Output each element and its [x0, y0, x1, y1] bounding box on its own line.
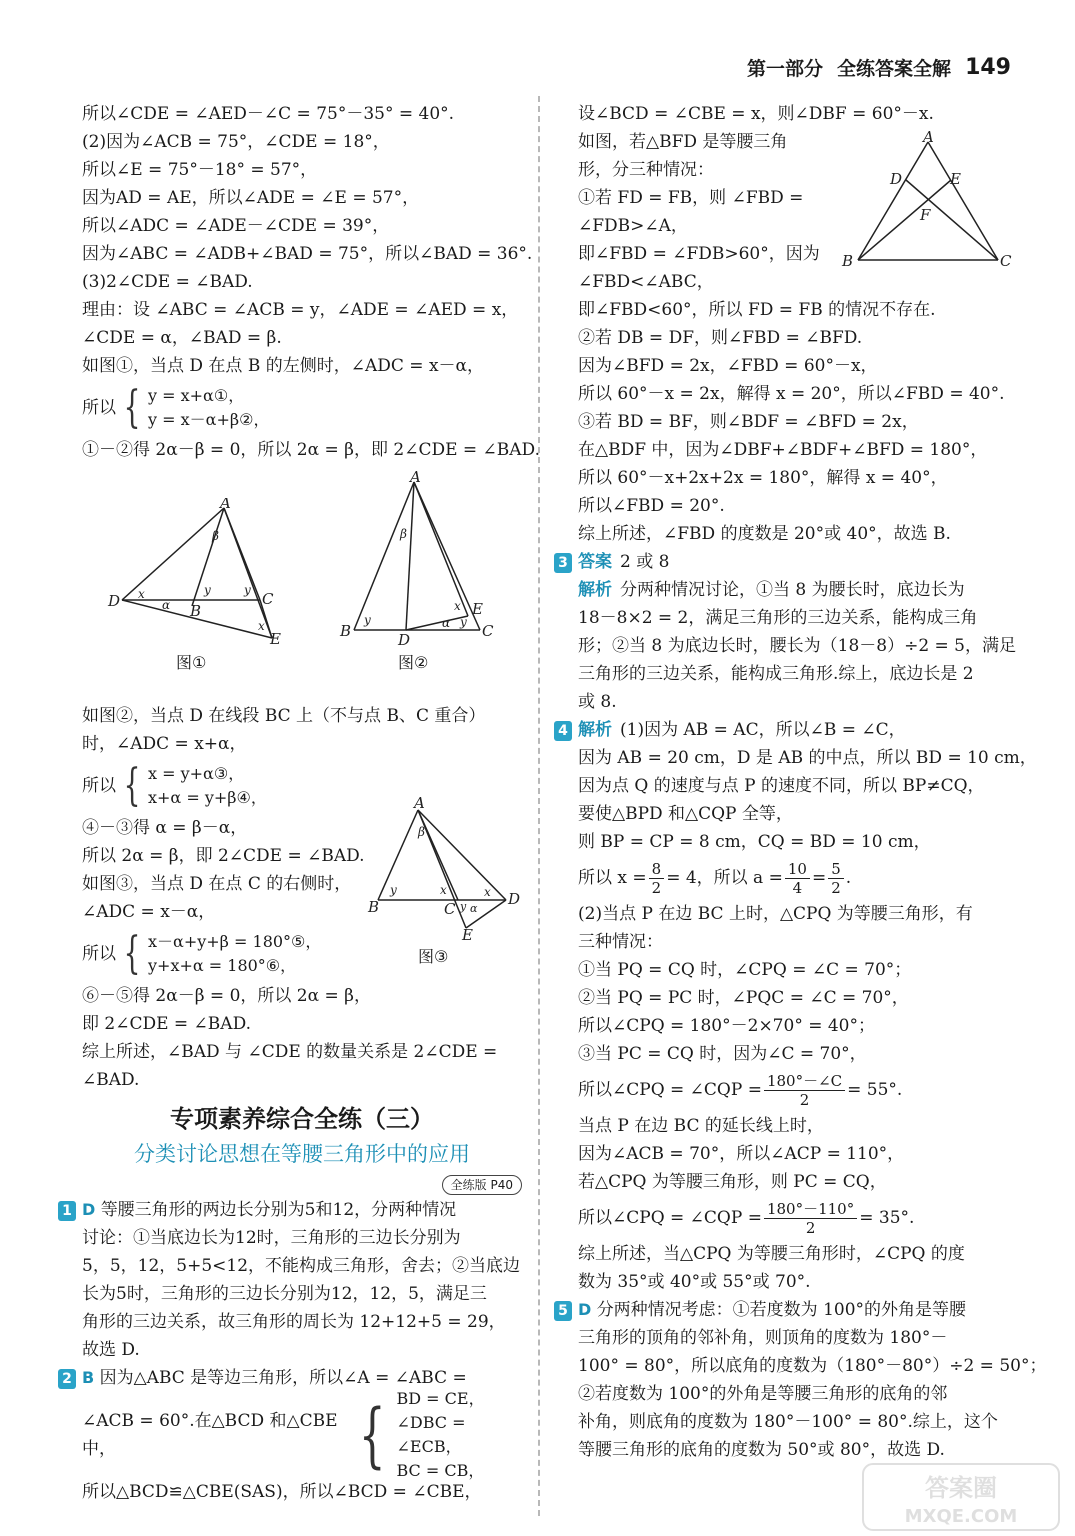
system-line: x+α = y+β④，: [148, 788, 267, 807]
text-line: 或 8.: [578, 692, 617, 712]
text-line: 因为AD = AE，所以∠ADE = ∠E = 57°，: [82, 188, 420, 208]
equation-system-q2: [82, 1389, 522, 1480]
svg-text:E: E: [270, 630, 281, 648]
text-line: (2)因为∠ACB = 75°，∠CDE = 18°，: [82, 132, 390, 152]
fraction-line: [578, 1196, 1018, 1240]
text-line: 所以 60°－x = 2x，解得 x = 20°，所以∠FBD = 40°.: [578, 384, 1005, 404]
question-number: 4: [554, 721, 572, 741]
text-line: 如图①，当点 D 在点 B 的左侧时，∠ADC = x－α，: [82, 356, 485, 376]
figure-2-label: 图②: [398, 653, 429, 672]
svg-text:y: y: [204, 583, 211, 597]
svg-text:x: x: [258, 619, 265, 633]
text-line: 如图③，当点 D 在点 C 的右侧时，: [82, 874, 352, 894]
figure-2: [334, 470, 504, 646]
text-line: 所以∠FBD = 20°.: [578, 496, 725, 516]
answer-badge: D: [82, 1200, 96, 1219]
page-header: [747, 52, 1011, 82]
svg-text:A: A: [220, 498, 231, 512]
numerator: 5: [828, 860, 844, 879]
text-line: 则 BP = CP = 8 cm，CQ = BD = 10 cm，: [578, 832, 931, 852]
question-number: 2: [58, 1369, 76, 1389]
text-line: 形；②当 8 为底边长时，腰长为（18－8）÷2 = 5，满足: [578, 636, 1016, 656]
text-line: (3)2∠CDE = ∠BAD.: [82, 272, 253, 292]
text-fragment: 所以∠CPQ = ∠CQP =: [578, 1080, 762, 1100]
text-line: (2)当点 P 在边 BC 上时，△CPQ 为等腰三角形，有: [578, 904, 973, 924]
numerator: 180°－110°: [764, 1200, 857, 1219]
text-line: 当点 P 在边 BC 的延长线上时，: [578, 1116, 824, 1136]
text-line: ②若 DB = DF，则∠FBD = ∠BFD.: [578, 328, 863, 348]
figure-1-label: 图①: [176, 653, 207, 672]
svg-text:y: y: [244, 583, 251, 597]
svg-text:C: C: [482, 622, 494, 640]
svg-text:C: C: [262, 590, 274, 608]
svg-text:y: y: [460, 900, 467, 913]
brace-icon: {: [123, 928, 141, 979]
text-fragment: = 55°.: [847, 1080, 903, 1100]
text-line: ②当 PQ = PC 时，∠PQC = ∠C = 70°，: [578, 988, 909, 1008]
text-line: 即∠FBD = ∠FDB>60°，因为: [578, 244, 820, 264]
system-line: x = y+α③，: [148, 764, 245, 783]
watermark-text-1: 答案圈: [925, 1474, 997, 1502]
system-prefix: 所以: [82, 398, 116, 418]
brace-icon: {: [358, 1394, 386, 1476]
triangle-figure: [838, 130, 1018, 276]
text-line: ∠FBD<∠ABC，: [578, 272, 714, 292]
denominator: 2: [805, 1218, 816, 1237]
system-prefix: ∠ACB = 60°.在△BCD 和△CBE 中，: [82, 1411, 338, 1459]
equation-system-1: [82, 382, 522, 434]
section-ref-badge: 全练版 P40: [442, 1175, 522, 1195]
text-fragment: 所以 x =: [578, 868, 647, 888]
text-line: 100° = 80°，所以底角的度数为（180°－80°）÷2 = 50°；: [578, 1356, 1047, 1376]
text-line: [578, 576, 1018, 604]
figure-3-label: 图③: [418, 947, 449, 966]
text-line: 设∠BCD = ∠CBE = x，则∠DBF = 60°－x.: [578, 104, 934, 124]
figure-1: [100, 498, 300, 648]
numerator: 10: [785, 860, 810, 879]
text-line: ∠BAD.: [82, 1070, 140, 1090]
svg-text:A: A: [923, 130, 934, 146]
denominator: 2: [799, 1090, 810, 1109]
text-line: 如图②，当点 D 在线段 BC 上（不与点 B、C 重合）: [82, 706, 486, 726]
text-line: 因为∠ACB = 70°，所以∠ACP = 110°，: [578, 1144, 905, 1164]
analysis-tag: 解析: [578, 580, 612, 600]
text-line: ∠FDB>∠A，: [578, 216, 688, 236]
svg-text:D: D: [108, 592, 121, 610]
question-5-line: [554, 1296, 1018, 1324]
fraction-line: [578, 856, 1018, 900]
svg-text:D: D: [890, 170, 903, 188]
fraction: [828, 860, 844, 897]
text-line: 若△CPQ 为等腰三角形，则 PC = CQ，: [578, 1172, 887, 1192]
text-line: 三角形的顶角的邻补角，则顶角的度数为 180°－: [578, 1328, 948, 1348]
svg-text:E: E: [472, 600, 483, 618]
answer-badge: D: [578, 1300, 592, 1319]
text-line: ③当 PC = CQ 时，因为∠C = 70°，: [578, 1044, 867, 1064]
system-prefix: 所以: [82, 944, 116, 964]
text-line: ④－③得 α = β－α，: [82, 818, 248, 838]
system-line: y = x－α+β②，: [148, 410, 270, 429]
text-line: 所以∠CDE = ∠AED－∠C = 75°－35° = 40°.: [82, 104, 455, 124]
svg-text:C: C: [444, 900, 456, 918]
text-line: ②若度数为 100°的外角是等腰三角形的底角的邻: [578, 1384, 948, 1404]
svg-text:E: E: [950, 170, 961, 188]
text-line: 因为 AB = 20 cm，D 是 AB 的中点，所以 BD = 10 cm，: [578, 748, 1037, 768]
text-line: 因为∠ABC = ∠ADB+∠BAD = 75°，所以∠BAD = 36°.: [82, 244, 533, 264]
text-line: ∠ADC = x－α，: [82, 902, 216, 922]
fraction-line: [578, 1068, 1018, 1112]
text-line: 三角形的三边关系，能构成三角形.综上，底边长是 2: [578, 664, 974, 684]
system-line: BD = CE，: [396, 1389, 485, 1408]
text-fragment: = 35°.: [859, 1208, 915, 1228]
answer-badge: B: [82, 1368, 95, 1387]
text-line: 数为 35°或 40°或 55°或 70°.: [578, 1272, 811, 1292]
text-line: 故选 D.: [82, 1340, 140, 1360]
text-line: ③若 BD = BF，则∠BDF = ∠BFD = 2x，: [578, 412, 919, 432]
fraction: [764, 1200, 857, 1237]
column-divider: [538, 96, 540, 1516]
svg-text:y: y: [390, 883, 397, 897]
system-line: x－α+y+β = 180°⑤，: [148, 932, 322, 951]
watermark-text-2: MXQE.COM: [904, 1506, 1018, 1527]
svg-text:α: α: [442, 616, 451, 630]
svg-text:x: x: [138, 587, 145, 601]
text-line: 长为5时，三角形的三边长分别为12，12，5，满足三: [82, 1284, 487, 1304]
question-number: 5: [554, 1301, 572, 1321]
svg-text:y: y: [460, 615, 467, 629]
text-line: 5，5，12，5+5<12，不能构成三角形，舍去；②当底边: [82, 1256, 521, 1276]
answer-value: 2 或 8: [620, 552, 670, 572]
text-line: 等腰三角形的底角的度数为 50°或 80°，故选 D.: [578, 1440, 945, 1460]
text-line: 时，∠ADC = x+α，: [82, 734, 247, 754]
figure-3: [366, 792, 526, 942]
svg-text:D: D: [398, 631, 411, 646]
brace-icon: {: [123, 382, 141, 433]
svg-text:F: F: [920, 206, 931, 224]
text-line: 在△BDF 中，因为∠DBF+∠BDF+∠BFD = 180°，: [578, 440, 988, 460]
fraction: [649, 860, 665, 897]
question-number: 1: [58, 1201, 76, 1221]
watermark-logo: [861, 1462, 1061, 1532]
denominator: 2: [831, 878, 841, 897]
text-line: 要使△BPD 和△CQP 全等，: [578, 804, 793, 824]
text-fragment: = 4，所以 a =: [666, 868, 783, 888]
text-line: 理由：设 ∠ABC = ∠ACB = y，∠ADE = ∠AED = x，: [82, 300, 519, 320]
system-line: y+x+α = 180°⑥，: [148, 956, 297, 975]
question-4-line: [554, 716, 1018, 744]
question-3-line: [554, 548, 1018, 576]
question-number: 3: [554, 553, 572, 573]
text-line: 所以△BCD≌△CBE(SAS)，所以∠BCD = ∠CBE，: [82, 1482, 482, 1502]
text-fragment: 所以∠CPQ = ∠CQP =: [578, 1208, 762, 1228]
svg-text:x: x: [454, 599, 461, 613]
text-line: 讨论：①当底边长为12时，三角形的三边长分别为: [82, 1228, 461, 1248]
svg-text:x: x: [484, 885, 491, 899]
text-line: ①－②得 2α－β = 0，所以 2α = β，即 2∠CDE = ∠BAD.: [82, 440, 540, 460]
text-fragment: .: [845, 868, 852, 888]
text-line: 所以∠E = 75°－18° = 57°，: [82, 160, 318, 180]
numerator: 8: [649, 860, 665, 879]
text-line: 角形的三边关系，故三角形的周长为 12+12+5 = 29，: [82, 1312, 506, 1332]
text-line: 补角，则底角的度数为 180°－100° = 80°.综上，这个: [578, 1412, 998, 1432]
svg-text:B: B: [368, 898, 380, 916]
text-line: 所以∠ADC = ∠ADE－∠CDE = 39°，: [82, 216, 390, 236]
text-line: 分两种情况讨论，①当 8 为腰长时，底边长为: [620, 580, 965, 600]
svg-text:A: A: [410, 470, 421, 486]
text-line: 即 2∠CDE = ∠BAD.: [82, 1014, 252, 1034]
denominator: 2: [651, 878, 662, 897]
svg-text:α: α: [470, 902, 478, 915]
text-line: ⑥－⑤得 2α－β = 0，所以 2α = β，: [82, 986, 371, 1006]
system-line: y = x+α①，: [148, 386, 245, 405]
svg-text:D: D: [508, 890, 521, 908]
analysis-tag: 解析: [578, 720, 612, 740]
svg-text:β: β: [418, 825, 425, 839]
text-line: 等腰三角形的两边长分别为5和12，分两种情况: [100, 1200, 457, 1220]
svg-text:y: y: [364, 613, 371, 627]
svg-text:B: B: [190, 602, 202, 620]
text-line: 因为△ABC 是等边三角形，所以∠A = ∠ABC =: [99, 1368, 467, 1388]
text-line: 所以 60°－x+2x+2x = 180°，解得 x = 40°，: [578, 468, 948, 488]
text-line: 综上所述，∠BAD 与 ∠CDE 的数量关系是 2∠CDE =: [82, 1042, 498, 1062]
numerator: 180°－∠C: [764, 1072, 845, 1091]
text-line: 综上所述，当△CPQ 为等腰三角形时，∠CPQ 的度: [578, 1244, 965, 1264]
text-line: 如图，若△BFD 是等腰三角: [578, 132, 788, 152]
text-line: ①当 PQ = CQ 时，∠CPQ = ∠C = 70°；: [578, 960, 912, 980]
text-line: 因为∠BFD = 2x，∠FBD = 60°－x，: [578, 356, 878, 376]
text-line: 三种情况：: [578, 932, 663, 952]
right-column: [558, 100, 1047, 1464]
system-line: ∠DBC = ∠ECB，: [396, 1413, 466, 1456]
section-subtitle: 分类讨论思想在等腰三角形中的应用: [134, 1142, 470, 1166]
text-line: ①若 FD = FB，则 ∠FBD =: [578, 188, 804, 208]
section-title: 专项素养综合全练（三）: [170, 1105, 434, 1133]
text-line: 形，分三种情况：: [578, 160, 714, 180]
text-line: 综上所述，∠FBD 的度数是 20°或 40°，故选 B.: [578, 524, 951, 544]
denominator: 4: [792, 878, 803, 897]
text-line: 18－8×2 = 2，满足三角形的三边关系，能构成三角: [578, 608, 978, 628]
text-line: 因为点 Q 的速度与点 P 的速度不同，所以 BP≠CQ，: [578, 776, 985, 796]
fraction: [764, 1072, 845, 1109]
system-line: BC = CB，: [396, 1461, 485, 1480]
text-line: 所以∠CPQ = 180°－2×70° = 40°；: [578, 1016, 876, 1036]
svg-text:E: E: [462, 926, 473, 942]
svg-text:C: C: [1000, 252, 1012, 270]
svg-text:A: A: [414, 794, 425, 812]
text-line: 所以 2α = β，即 2∠CDE = ∠BAD.: [82, 846, 365, 866]
svg-text:x: x: [440, 883, 447, 897]
fraction: [785, 860, 810, 897]
text-line: 分两种情况考虑：①若度数为 100°的外角是等腰: [596, 1300, 967, 1320]
svg-text:α: α: [162, 598, 171, 612]
answer-tag: 答案: [578, 552, 612, 572]
text-line: (1)因为 AB = AC，所以∠B = ∠C，: [620, 720, 906, 740]
system-prefix: 所以: [82, 776, 116, 796]
header-section: 全练答案全解: [837, 57, 952, 80]
brace-icon: {: [123, 760, 141, 811]
svg-text:B: B: [842, 252, 854, 270]
header-part: 第一部分: [747, 57, 824, 80]
svg-text:B: B: [340, 622, 352, 640]
text-line: 即∠FBD<60°，所以 FD = FB 的情况不存在.: [578, 300, 936, 320]
text-fragment: =: [811, 868, 827, 888]
text-line: ∠CDE = α，∠BAD = β.: [82, 328, 282, 348]
question-1-line: [58, 1196, 522, 1224]
page-number: 149: [965, 54, 1011, 80]
svg-text:β: β: [212, 529, 219, 543]
svg-text:β: β: [400, 527, 407, 541]
